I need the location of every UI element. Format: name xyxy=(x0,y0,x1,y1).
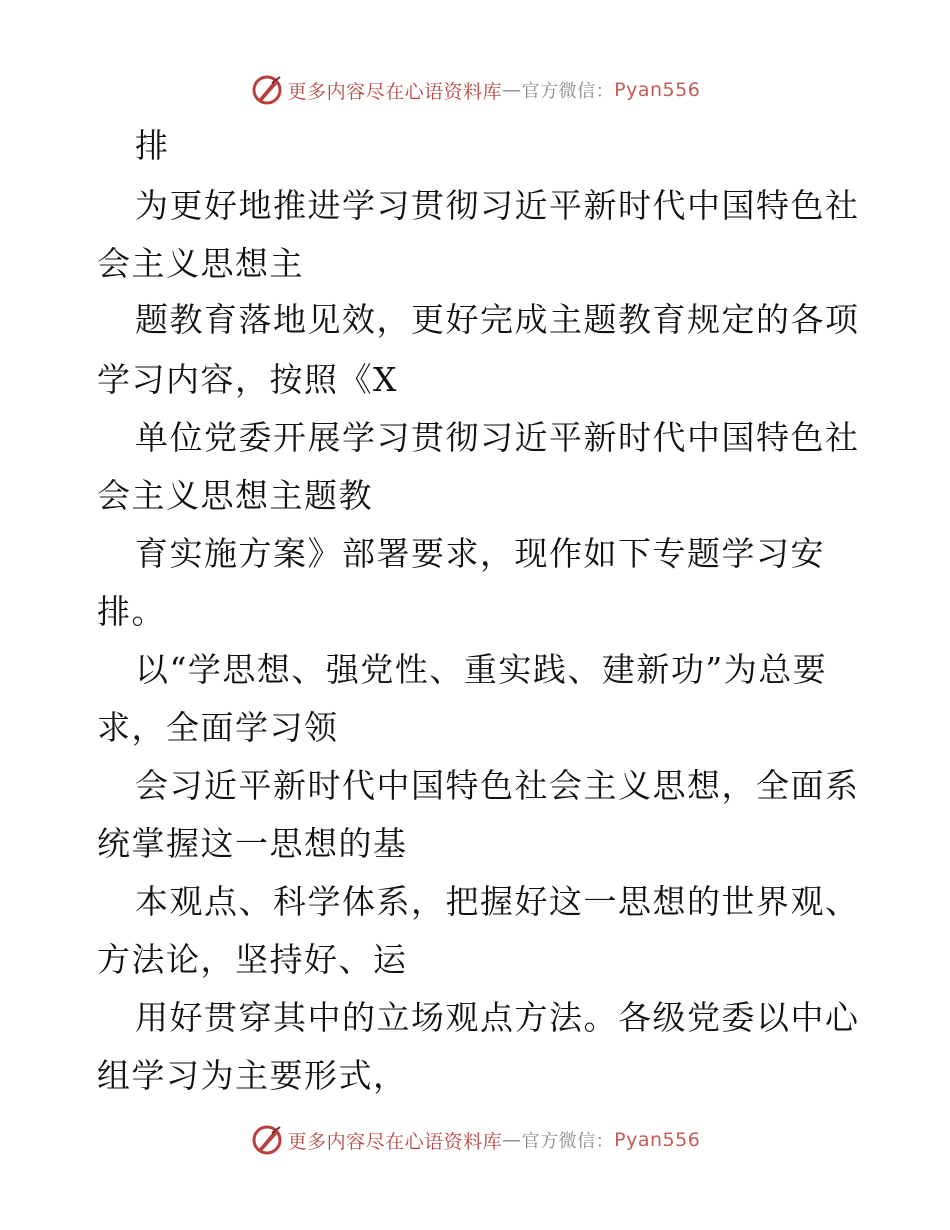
watermark-wechat-label: 官方微信： xyxy=(521,81,615,102)
paragraph-line: 方法论，坚持好、运 xyxy=(97,940,408,979)
paragraph-line: 单位党委开展学习贯彻习近平新时代中国特色社 xyxy=(135,418,860,457)
paragraph-line: 题教育落地见效，更好完成主题教育规定的各项 xyxy=(135,300,860,339)
paragraph-line: 为更好地推进学习贯彻习近平新时代中国特色社 xyxy=(135,186,860,225)
paragraph-line: 用好贯穿其中的立场观点方法。各级党委以中心 xyxy=(135,998,860,1037)
paragraph-line: 统掌握这一思想的基 xyxy=(97,824,408,863)
paragraph-line: 排。 xyxy=(97,592,166,631)
paragraph-line: 育实施方案》部署要求，现作如下专题学习安 xyxy=(135,534,825,573)
paragraph-line: 会主义思想主题教 xyxy=(97,476,373,515)
quill-pen-logo-icon xyxy=(250,73,284,107)
paragraph-line: 以“学思想、强党性、重实践、建新功”为总要 xyxy=(135,650,828,689)
watermark-separator: — xyxy=(502,1129,522,1151)
paragraph-line: 求，全面学习领 xyxy=(97,708,339,747)
footer-watermark xyxy=(0,1120,950,1160)
watermark-wechat-label: 官方微信： xyxy=(521,1131,615,1152)
quill-pen-logo-icon xyxy=(250,1123,284,1157)
paragraph-line: 本观点、科学体系，把握好这一思想的世界观、 xyxy=(135,882,860,921)
paragraph-line: 排 xyxy=(135,126,170,165)
paragraph-line: 会习近平新时代中国特色社会主义思想，全面系 xyxy=(135,766,860,805)
paragraph-line: 组学习为主要形式， xyxy=(97,1056,408,1095)
paragraph-line: 学习内容，按照《X xyxy=(97,360,398,399)
watermark-wechat-id: Pyan556 xyxy=(614,79,701,101)
watermark-brand: 更多内容尽在心语资料库 xyxy=(287,1130,503,1153)
watermark-wechat-id: Pyan556 xyxy=(614,1129,701,1151)
header-watermark xyxy=(0,70,950,110)
paragraph-line: 会主义思想主 xyxy=(97,244,304,283)
watermark-brand: 更多内容尽在心语资料库 xyxy=(287,80,503,103)
watermark-separator: — xyxy=(502,79,522,101)
